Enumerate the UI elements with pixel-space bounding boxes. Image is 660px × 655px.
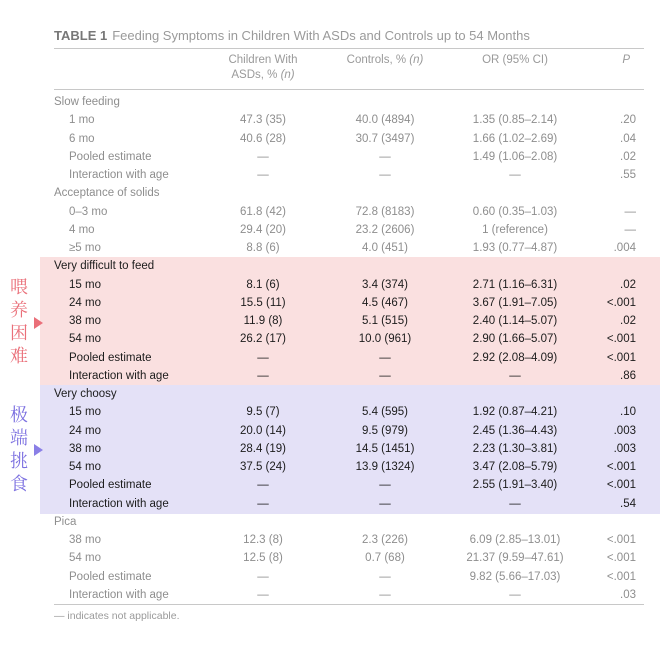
cell-asd: 15.5 (11) xyxy=(240,296,286,309)
cell-controls: 9.5 (979) xyxy=(361,424,409,437)
cell-controls: 13.9 (1324) xyxy=(355,461,415,473)
table-row xyxy=(0,422,660,440)
row-label: 15 mo xyxy=(69,406,101,419)
cell-or: — xyxy=(509,169,521,181)
cell-controls: — xyxy=(379,369,391,382)
cell-asd: 28.4 (19) xyxy=(239,442,287,455)
cell-controls: 2.3 (226) xyxy=(361,534,409,546)
cell-controls: 10.0 (961) xyxy=(358,333,412,346)
cell-or: 2.55 (1.91–3.40) xyxy=(472,479,558,492)
cell-or: 2.23 (1.30–3.81) xyxy=(472,442,558,455)
row-label: 54 mo xyxy=(69,333,101,346)
cell-p: .003 xyxy=(613,442,636,455)
row-label: Interaction with age xyxy=(69,169,169,181)
cell-or: 1.92 (0.87–4.21) xyxy=(472,406,558,419)
row-label: Pooled estimate xyxy=(69,150,152,163)
cell-controls: 5.1 (515) xyxy=(361,315,409,327)
cell-asd: — xyxy=(257,588,269,601)
annotation-red-char: 困 xyxy=(10,323,28,343)
cell-asd: 40.6 (28) xyxy=(239,132,287,145)
cell-p: .02 xyxy=(620,150,636,163)
cell-p: <.001 xyxy=(606,552,636,565)
cell-asd: 37.5 (24) xyxy=(239,461,287,473)
row-label: Pooled estimate xyxy=(69,351,152,364)
table-row xyxy=(0,111,660,129)
cell-asd: — xyxy=(257,570,269,583)
cell-asd: — xyxy=(257,479,269,492)
row-label: 24 mo xyxy=(69,424,101,437)
cell-asd: 11.9 (8) xyxy=(243,315,283,327)
annotation-red-char: 喂 xyxy=(10,277,28,297)
row-label: Interaction with age xyxy=(69,369,169,382)
table-title xyxy=(54,28,530,43)
row-label: 38 mo xyxy=(69,534,101,546)
cell-p: .55 xyxy=(620,169,636,181)
table-row xyxy=(0,221,660,239)
cell-asd: 8.8 (6) xyxy=(246,242,280,254)
cell-controls: — xyxy=(379,588,391,601)
table-section-header xyxy=(0,184,660,202)
table-row xyxy=(0,276,660,294)
table-row xyxy=(0,312,660,330)
cell-p: .20 xyxy=(620,114,636,127)
cell-asd: — xyxy=(257,150,269,163)
cell-asd: 29.4 (20) xyxy=(239,223,287,236)
annotation-blue-char: 挑 xyxy=(10,451,28,471)
cell-p: <.001 xyxy=(606,570,636,583)
cell-controls: — xyxy=(379,497,391,510)
cell-controls: 4.5 (467) xyxy=(361,296,409,309)
row-label: Interaction with age xyxy=(69,588,169,601)
cell-or: 6.09 (2.85–13.01) xyxy=(469,534,561,546)
row-label: Slow feeding xyxy=(54,96,120,108)
table-row xyxy=(0,586,660,604)
annotation-difficult-to-feed xyxy=(8,276,30,368)
table-row xyxy=(0,239,660,257)
table-caption: Feeding Symptoms in Children With ASDs and Controls up to 54 Months xyxy=(112,28,530,43)
cell-p: .004 xyxy=(613,242,636,254)
table-row xyxy=(0,294,660,312)
cell-controls: 40.0 (4894) xyxy=(355,114,415,127)
cell-p: — xyxy=(624,205,636,218)
row-label: 38 mo xyxy=(69,442,101,455)
header-rule xyxy=(54,89,644,90)
cell-or: 1.49 (1.06–2.08) xyxy=(472,150,558,163)
cell-asd: 12.3 (8) xyxy=(243,534,283,546)
cell-p: <.001 xyxy=(606,296,636,309)
cell-or: 3.67 (1.91–7.05) xyxy=(472,296,558,309)
cell-asd: 8.1 (6) xyxy=(246,278,280,291)
cell-p: .03 xyxy=(620,588,636,601)
annotation-very-choosy xyxy=(8,404,30,496)
cell-controls: 30.7 (3497) xyxy=(355,132,415,145)
row-label: 1 mo xyxy=(69,114,95,127)
cell-or: 2.90 (1.66–5.07) xyxy=(472,333,558,346)
table-section-header xyxy=(0,385,660,403)
cell-controls: 72.8 (8183) xyxy=(355,205,415,218)
row-label: 6 mo xyxy=(69,132,95,145)
table-section-header xyxy=(0,93,660,111)
table-row xyxy=(0,568,660,586)
cell-or: 9.82 (5.66–17.03) xyxy=(469,570,561,583)
table-row xyxy=(0,367,660,385)
cell-or: 1.35 (0.85–2.14) xyxy=(472,114,558,127)
row-label: 15 mo xyxy=(69,278,101,291)
cell-p: .10 xyxy=(620,406,636,419)
cell-p: .86 xyxy=(620,369,636,382)
top-rule xyxy=(54,48,644,49)
row-label: Interaction with age xyxy=(69,497,169,510)
footnote: — indicates not applicable. xyxy=(54,610,180,622)
table-row xyxy=(0,203,660,221)
cell-controls: 0.7 (68) xyxy=(365,552,405,565)
cell-or: 2.92 (2.08–4.09) xyxy=(472,351,558,364)
cell-asd: 20.0 (14) xyxy=(239,424,287,437)
row-label: Very difficult to feed xyxy=(54,260,155,273)
row-label: Very choosy xyxy=(54,388,117,400)
annotation-blue-char: 食 xyxy=(10,474,28,494)
cell-controls: 4.0 (451) xyxy=(361,242,409,254)
cell-asd: — xyxy=(257,351,269,364)
table-row xyxy=(0,130,660,148)
header-asd-line2: ASDs, % (n) xyxy=(231,69,295,81)
cell-p: .04 xyxy=(620,132,636,145)
cell-p: .02 xyxy=(620,315,636,327)
cell-controls: 23.2 (2606) xyxy=(355,223,415,236)
cell-or: 2.40 (1.14–5.07) xyxy=(472,315,558,327)
cell-p: .02 xyxy=(620,278,636,291)
cell-controls: 3.4 (374) xyxy=(361,278,409,291)
row-label: Pica xyxy=(54,515,77,528)
row-label: 4 mo xyxy=(69,223,95,236)
cell-controls: — xyxy=(379,570,391,583)
table-row xyxy=(0,549,660,567)
row-label: 24 mo xyxy=(69,296,101,309)
annotation-blue-char: 极 xyxy=(10,405,28,425)
table-row xyxy=(0,531,660,549)
cell-or: 2.71 (1.16–6.31) xyxy=(472,278,558,291)
cell-or: 21.37 (9.59–47.61) xyxy=(466,552,564,565)
annotation-red-char: 养 xyxy=(10,300,28,320)
cell-or: 0.60 (0.35–1.03) xyxy=(472,205,558,218)
cell-or: 1 (reference) xyxy=(482,223,548,236)
header-controls: Controls, % (n) xyxy=(346,54,424,66)
table-row xyxy=(0,349,660,367)
cell-controls: — xyxy=(379,351,391,364)
cell-asd: — xyxy=(257,169,269,181)
header-asd-line1: Children With xyxy=(228,54,298,66)
row-label: 0–3 mo xyxy=(69,205,108,218)
cell-controls: 5.4 (595) xyxy=(361,406,409,419)
row-label: ≥5 mo xyxy=(69,242,101,254)
cell-asd: 9.5 (7) xyxy=(246,406,280,419)
annotation-red-char: 难 xyxy=(10,346,28,366)
cell-or: — xyxy=(509,369,521,382)
cell-controls: — xyxy=(379,150,391,163)
header-p: P xyxy=(622,54,630,66)
header-asd xyxy=(222,53,304,83)
bottom-rule xyxy=(54,604,644,605)
cell-p: <.001 xyxy=(606,479,636,492)
row-label: 54 mo xyxy=(69,552,101,565)
cell-asd: 47.3 (35) xyxy=(239,114,287,127)
cell-or: — xyxy=(509,588,521,601)
cell-or: 1.93 (0.77–4.87) xyxy=(472,242,558,254)
cell-p: — xyxy=(624,223,636,236)
cell-p: <.001 xyxy=(606,461,636,473)
cell-or: 3.47 (2.08–5.79) xyxy=(472,461,558,473)
cell-p: <.001 xyxy=(606,534,636,546)
cell-asd: 26.2 (17) xyxy=(239,333,287,346)
cell-or: — xyxy=(509,497,521,510)
row-label: Acceptance of solids xyxy=(54,187,160,200)
cell-asd: 61.8 (42) xyxy=(239,205,287,218)
table-row xyxy=(0,166,660,184)
table-row xyxy=(0,495,660,513)
table-row xyxy=(0,148,660,166)
table-number: TABLE 1 xyxy=(54,28,108,43)
row-label: Pooled estimate xyxy=(69,479,152,492)
cell-asd: — xyxy=(257,369,269,382)
cell-asd: — xyxy=(257,497,269,510)
header-or: OR (95% CI) xyxy=(482,54,548,66)
cell-asd: 12.5 (8) xyxy=(243,552,283,565)
cell-p: <.001 xyxy=(606,351,636,364)
table-row xyxy=(0,403,660,421)
table-section-header xyxy=(0,513,660,531)
table-row xyxy=(0,458,660,476)
cell-or: 1.66 (1.02–2.69) xyxy=(472,132,558,145)
table-section-header xyxy=(0,257,660,275)
table-row xyxy=(0,440,660,458)
cell-p: <.001 xyxy=(606,333,636,346)
row-label: 54 mo xyxy=(69,461,101,473)
cell-p: .003 xyxy=(613,424,636,437)
row-label: Pooled estimate xyxy=(69,570,152,583)
cell-or: 2.45 (1.36–4.43) xyxy=(472,424,558,437)
row-label: 38 mo xyxy=(69,315,101,327)
table-row xyxy=(0,476,660,494)
cell-controls: 14.5 (1451) xyxy=(355,442,415,455)
annotation-blue-char: 端 xyxy=(10,428,28,448)
arrow-blue-icon xyxy=(34,444,43,456)
cell-controls: — xyxy=(379,479,391,492)
cell-controls: — xyxy=(379,169,391,181)
table-row xyxy=(0,330,660,348)
arrow-red-icon xyxy=(34,317,43,329)
cell-p: .54 xyxy=(620,497,636,510)
